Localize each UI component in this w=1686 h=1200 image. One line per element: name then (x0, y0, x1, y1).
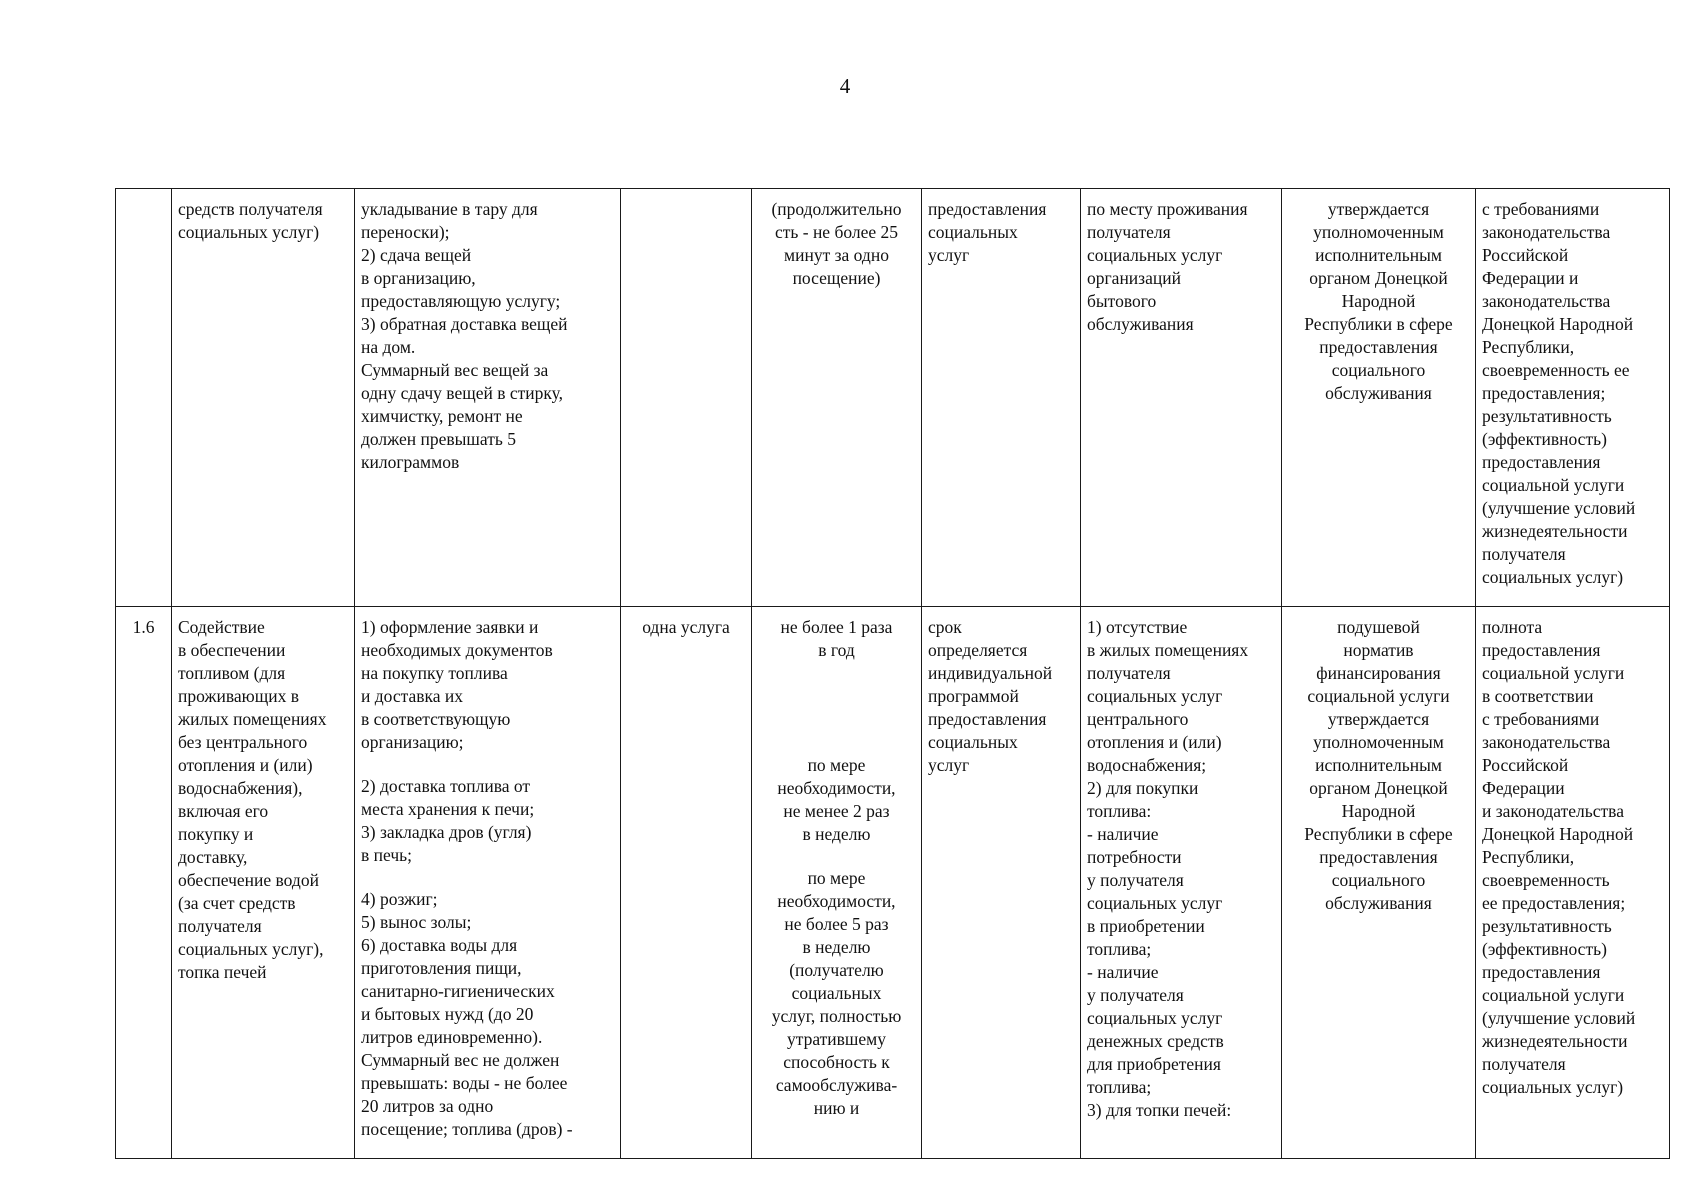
service-term: срок определяется индивидуальной программой предоставления социальных услуг (928, 617, 1053, 775)
service-frequency: (продолжительно сть - не более 25 минут за одно посещение) (771, 199, 902, 288)
service-quality: полнота предоставления социальной услуги в соответствии с требованиями законодательства Российской Федерации и законодательства Донецкой Народной Республики, своевременность ее предоставления; результативность (эффективность) предоставления социальной услуги (улучшение условий жизнедеятельности получателя социальных услуг) (1482, 617, 1636, 1097)
service-quality: с требованиями законодательства Российской Федерации и законодательства Донецкой Народной Республики, своевременность ее предоставления; результативность (эффективность) предоставления социальной услуги (улучшение условий жизнедеятельности получателя социальных услуг) (1482, 199, 1636, 587)
service-unit: одна услуга (642, 617, 730, 637)
service-name: средств получателя социальных услуг) (178, 199, 323, 242)
service-norm: подушевой норматив финансирования социальной услуги утверждается уполномоченным исполнительным органом Донецкой Народной Республики в сфере предоставления социального обслуживания (1304, 617, 1453, 913)
service-conditions: по месту проживания получателя социальных услуг организаций бытового обслуживания (1087, 199, 1248, 334)
service-frequency-part-3: по мере необходимости, не более 5 раз в неделю (получателю социальных услуг, полностью утратившему способность к самообслужива- нию и (771, 868, 902, 1118)
service-description: укладывание в тару для переноски); 2) сдача вещей в организацию, предоставляющую услугу; 3) обратная доставка вещей на дом. Суммарный вес вещей за одну сдачу вещей в стирку, химчистку, ремонт не должен превышать 5 килограммов (361, 199, 568, 472)
service-norm: утверждается уполномоченным исполнительным органом Донецкой Народной Республики в сфере предоставления социального обслуживания (1304, 199, 1453, 403)
service-frequency-part-1: не более 1 раза в год (780, 617, 893, 660)
service-term: предоставления социальных услуг (928, 199, 1047, 265)
row-number: 1.6 (116, 607, 172, 1159)
table-row (116, 607, 1670, 1159)
page-number: 4 (839, 74, 851, 98)
service-description-part-2: 2) доставка топлива от места хранения к печи; 3) закладка дров (угля) в печь; (361, 776, 535, 865)
service-description-part-3: 4) розжиг; 5) вынос золы; 6) доставка воды для приготовления пищи, санитарно-гигиенических и бытовых нужд (до 20 литров единовременно). Суммарный вес не должен превышать: воды - не более 20 литров за одно посещение; топлива (дров) - (361, 889, 573, 1139)
service-description-part-1: 1) оформление заявки и необходимых документов на покупку топлива и доставка их в соответствующую организацию; (361, 617, 553, 752)
service-name: Содействие в обеспечении топливом (для проживающих в жилых помещениях без центрального отопления и (или) водоснабжения), включая его покупку и доставку, обеспечение водой (за счет средств получателя социальных услуг), топка печей (178, 617, 327, 982)
service-frequency-part-2: по мере необходимости, не менее 2 раз в неделю (777, 755, 896, 844)
services-table (115, 188, 1670, 1159)
row-number (116, 189, 172, 607)
table-row (116, 189, 1670, 607)
service-conditions: 1) отсутствие в жилых помещениях получателя социальных услуг центрального отопления и (или) водоснабжения; 2) для покупки топлива: - наличие потребности у получателя социальных услуг в приобретении топлива; - наличие у получателя социальных услуг денежных средств для приобретения топлива; 3) для топки печей: (1087, 617, 1249, 1120)
